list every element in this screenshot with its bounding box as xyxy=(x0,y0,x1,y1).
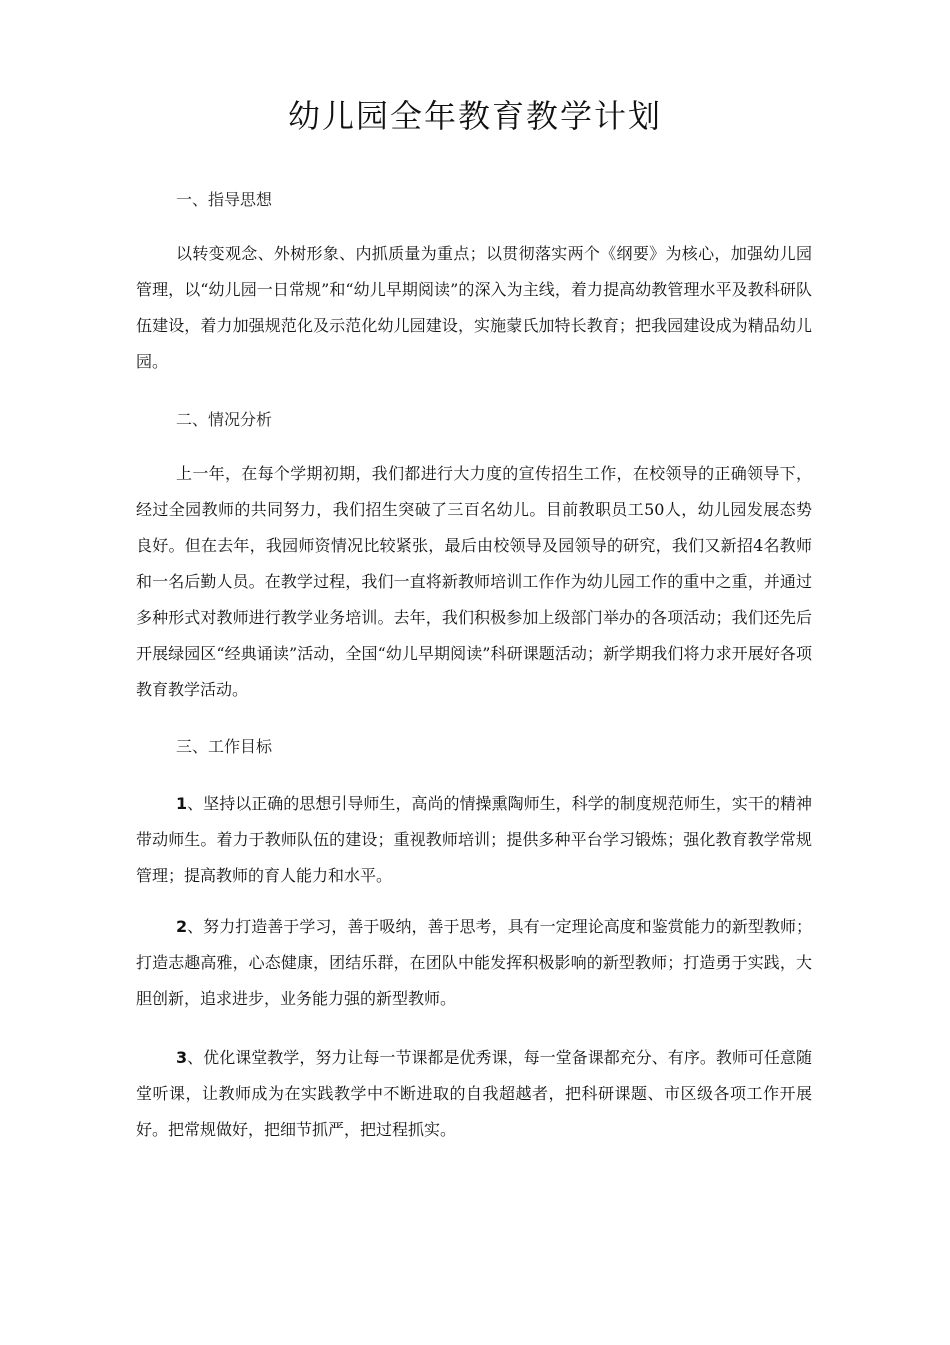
section-paragraph-situation-analysis: 上一年，在每个学期初期，我们都进行大力度的宣传招生工作，在校领导的正确领导下，经过全园教师的共同努力，我们招生突破了三百名幼儿。目前教职员工50人，幼儿园发展态势良好。但在去年，我园师资情况比较紧张，最后由校领导及园领导的研究，我们又新招4名教师和一名后勤人员。在教学过程，我们一直将新教师培训工作作为幼儿园工作的重中之重，并通过多种形式对教师进行教学业务培训。去年，我们积极参加上级部门举办的各项活动；我们还先后开展绿园区“经典诵读”活动，全国“幼儿早期阅读”科研课题活动；新学期我们将力求开展好各项教育教学活动。 xyxy=(136,464,812,699)
goal-item-text: 、优化课堂教学，努力让每一节课都是优秀课，每一堂备课都充分、有序。教师可任意随堂听课，让教师成为在实践教学中不断进取的自我超越者，把科研课题、市区级各项工作开展好。把常规做好，把细节抓严，把过程抓实。 xyxy=(136,1048,812,1139)
goal-item-text: 、坚持以正确的思想引导师生，高尚的情操熏陶师生，科学的制度规范师生，实干的精神带动师生。着力于教师队伍的建设；重视教师培训；提供多种平台学习锻炼；强化教育教学常规管理；提高教师的育人能力和水平。 xyxy=(136,794,812,885)
goal-item-3 xyxy=(136,1040,812,1148)
goal-item-1 xyxy=(136,786,812,894)
section-heading-guiding-ideology: 一、指导思想 xyxy=(176,190,273,209)
section-paragraph-guiding-ideology: 以转变观念、外树形象、内抓质量为重点；以贯彻落实两个《纲要》为核心，加强幼儿园管理，以“幼儿园一日常规”和“幼儿早期阅读”的深入为主线，着力提高幼教管理水平及教科研队伍建设，着力加强规范化及示范化幼儿园建设，实施蒙氏加特长教育；把我园建设成为精品幼儿园。 xyxy=(136,244,812,371)
goal-item-text: 、努力打造善于学习，善于吸纳，善于思考，具有一定理论高度和鉴赏能力的新型教师；打造志趣高雅，心态健康，团结乐群，在团队中能发挥积极影响的新型教师；打造勇于实践，大胆创新，追求进步，业务能力强的新型教师。 xyxy=(136,917,812,1008)
document-title: 幼儿园全年教育教学计划 xyxy=(287,97,662,135)
goal-item-2 xyxy=(136,909,812,1017)
goal-item-number: 1 xyxy=(176,794,188,813)
section-heading-work-goals: 三、工作目标 xyxy=(176,737,273,756)
section-heading-situation-analysis: 二、情况分析 xyxy=(176,410,273,429)
goal-item-number: 3 xyxy=(176,1048,188,1067)
goal-item-number: 2 xyxy=(176,917,188,936)
